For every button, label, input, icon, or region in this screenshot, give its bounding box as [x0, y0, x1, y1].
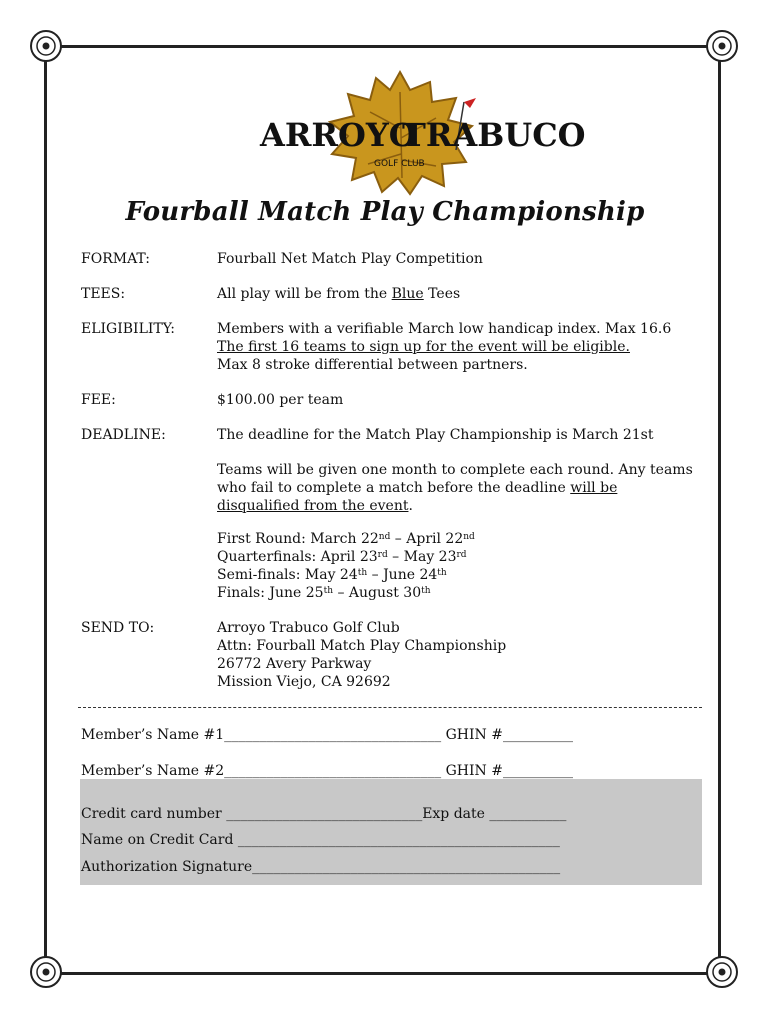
- round-quarterfinals-end-suffix: rd: [456, 550, 467, 560]
- name-on-card-field[interactable]: Name on Credit Card ______________________________________________: [81, 832, 560, 848]
- round-finals-start: Finals: June 25: [217, 585, 324, 601]
- address-line-2: Attn: Fourball Match Play Championship: [217, 638, 507, 654]
- eligibility-line-3: Max 8 stroke differential between partners.: [217, 357, 528, 373]
- round-finals-end-suffix: th: [421, 586, 431, 596]
- flag: [464, 98, 476, 108]
- address-line-4: Mission Viejo, CA 92692: [217, 674, 391, 690]
- logo-text-trabuco: TRABUCO: [402, 116, 586, 154]
- eligibility-value: [217, 320, 707, 374]
- rules-line-3-end: .: [408, 498, 413, 514]
- eligibility-line-1: Members with a verifiable March low handicap index. Max 16.6: [217, 321, 672, 337]
- corner-ornament-bottom-right: [702, 952, 742, 992]
- rules-line-2: [217, 479, 707, 497]
- round-finals-end: – August 30: [333, 585, 422, 601]
- round-semifinals-start-suffix: th: [357, 568, 368, 578]
- round-semifinals-end-suffix: th: [437, 568, 447, 578]
- rules-line-3-underlined: disqualified from the event: [217, 498, 409, 514]
- tees-value: [217, 285, 707, 303]
- round-first: [217, 530, 707, 548]
- cut-line-divider: [78, 707, 702, 708]
- eligibility-label: ELIGIBILITY:: [81, 321, 175, 337]
- corner-ornament-top-left: [26, 26, 66, 66]
- deadline-label: DEADLINE:: [81, 427, 166, 443]
- round-quarterfinals-start-suffix: rd: [377, 550, 388, 560]
- round-quarterfinals-start: Quarterfinals: April 23: [217, 549, 378, 565]
- send-to-label: SEND TO:: [81, 620, 155, 636]
- rules-line-2-underlined: will be: [570, 480, 618, 496]
- round-schedule-list: [217, 530, 707, 602]
- send-to-address: [217, 619, 707, 691]
- member-1-name-field[interactable]: Member’s Name #1_______________________________ GHIN #__________: [81, 727, 573, 743]
- rules-line-1: Teams will be given one month to complete each round. Any teams: [217, 462, 693, 478]
- round-semifinals-end: – June 24: [367, 567, 438, 583]
- club-logo: [250, 68, 586, 198]
- fee-value: $100.00 per team: [217, 392, 344, 408]
- border-right: [718, 56, 721, 961]
- page-title: Fourball Match Play Championship: [125, 197, 645, 227]
- corner-ornament-bottom-left: [26, 952, 66, 992]
- tees-color: Blue: [391, 286, 424, 302]
- authorization-signature-field[interactable]: Authorization Signature____________________________________________: [81, 859, 561, 875]
- round-semifinals-start: Semi-finals: May 24: [217, 567, 358, 583]
- round-first-end-suffix: nd: [463, 532, 475, 542]
- round-finals: [217, 584, 707, 602]
- border-bottom: [56, 972, 712, 975]
- tees-text-post: Tees: [423, 286, 461, 302]
- logo-text-golf-club: GOLF CLUB: [374, 159, 425, 169]
- deadline-value: The deadline for the Match Play Championship is March 21st: [217, 427, 654, 443]
- round-first-end: – April 22: [390, 531, 464, 547]
- fee-label: FEE:: [81, 392, 116, 408]
- round-first-start-suffix: nd: [378, 532, 391, 542]
- round-quarterfinals-end: – May 23: [387, 549, 457, 565]
- deadline-rules-text: [217, 461, 707, 515]
- eligibility-line-2: The first 16 teams to sign up for the event will be eligible.: [217, 339, 630, 355]
- credit-card-number-field[interactable]: Credit card number ____________________________Exp date ___________: [81, 806, 567, 822]
- round-quarterfinals: [217, 548, 707, 566]
- format-label: FORMAT:: [81, 251, 150, 267]
- round-finals-start-suffix: th: [323, 586, 334, 596]
- address-line-1: Arroyo Trabuco Golf Club: [217, 620, 400, 636]
- tees-text-pre: All play will be from the: [217, 286, 392, 302]
- member-2-name-field[interactable]: Member’s Name #2_______________________________ GHIN #__________: [81, 763, 573, 779]
- address-line-3: 26772 Avery Parkway: [217, 656, 372, 672]
- border-left: [44, 56, 47, 961]
- tees-label: TEES:: [81, 286, 126, 302]
- rules-line-3: [217, 497, 707, 515]
- logo-text-arroyo: ARROYO: [260, 116, 417, 154]
- rules-line-2-text: who fail to complete a match before the deadline: [217, 480, 571, 496]
- format-value: Fourball Net Match Play Competition: [217, 251, 483, 267]
- round-first-start: First Round: March 22: [217, 531, 379, 547]
- corner-ornament-top-right: [702, 26, 742, 66]
- round-semifinals: [217, 566, 707, 584]
- border-top: [56, 45, 712, 48]
